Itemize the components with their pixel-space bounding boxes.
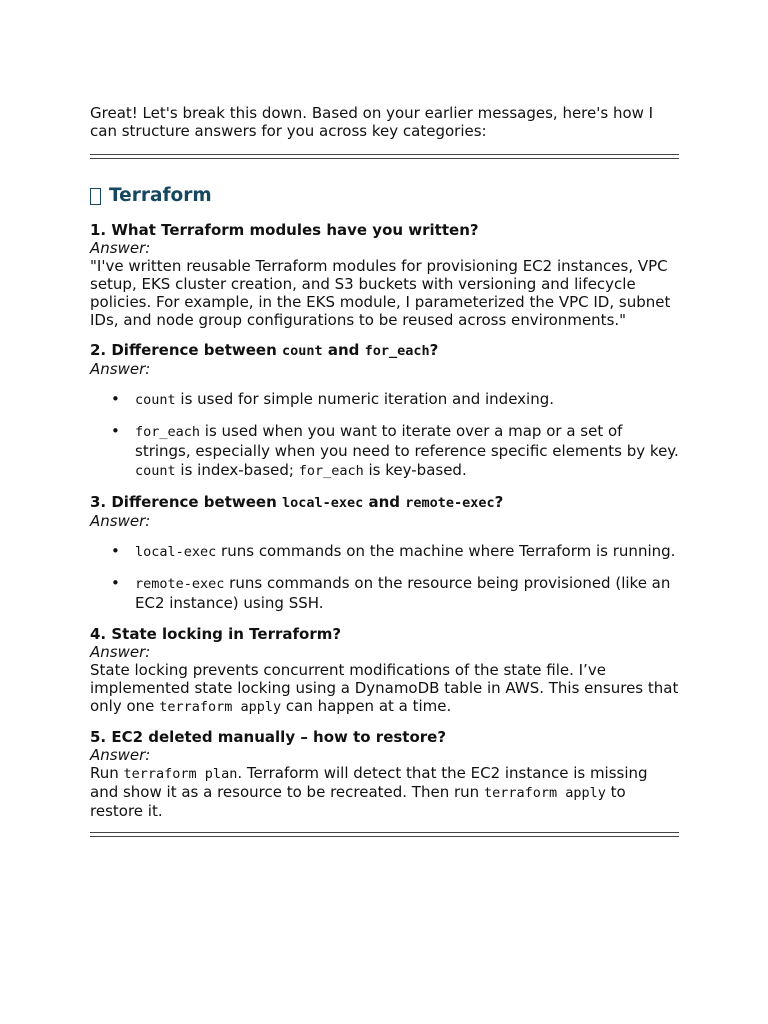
code-count: count (282, 343, 323, 359)
code-local-exec: local-exec (135, 544, 217, 560)
answer-label-5: Answer: (90, 746, 151, 764)
question-2-text: ? (429, 341, 439, 359)
list-item-text: is index-based; (175, 461, 299, 479)
question-2-text: 2. Difference between (90, 341, 282, 359)
bullet-icon: • (111, 390, 120, 408)
divider-bottom (90, 832, 679, 837)
list-item-text: is key-based. (363, 461, 467, 479)
answer-4-text: can happen at a time. (281, 697, 452, 715)
answer-label-3: Answer: (90, 512, 151, 530)
question-3 (90, 493, 679, 512)
answer-label-1: Answer: (90, 239, 151, 257)
list-item (90, 390, 679, 410)
list-item-text: is used when you want to iterate over a map or a set of strings, especially when you need to reference specific elements by key. (135, 422, 679, 460)
list-item-text: runs commands on the resource being provisioned (like an EC2 instance) using SSH. (135, 574, 671, 612)
answer-3-list (90, 542, 679, 613)
bullet-icon: • (111, 542, 120, 560)
answer-5 (90, 764, 679, 820)
question-3-text: 3. Difference between (90, 493, 282, 511)
answer-1: "I've written reusable Terraform modules for provisioning EC2 instances, VPC setup, EKS cluster creation, and S3 buckets with versioning and lifecycle policies. For example, in the EKS module, I parameterized the VPC ID, subnet IDs, and node group configurations to be reused across environments." (90, 257, 671, 329)
answer-2-list (90, 390, 679, 481)
answer-label-2: Answer: (90, 360, 151, 378)
question-3-text: and (363, 493, 406, 511)
answer-4 (90, 661, 679, 716)
code-local-exec: local-exec (282, 495, 364, 511)
list-item-text: runs commands on the machine where Terraform is running. (216, 542, 676, 560)
question-4: 4. State locking in Terraform? (90, 625, 342, 643)
answer-5-text: . Terraform will detect that the EC2 instance is missing and show it as a resource to be recreated. Then run (90, 764, 648, 801)
list-item (90, 574, 679, 613)
answer-5-text: Run (90, 764, 124, 782)
code-count: count (135, 392, 176, 408)
list-item-text: is used for simple numeric iteration and indexing. (175, 390, 555, 408)
list-item (90, 422, 679, 481)
code-terraform-apply: terraform apply (159, 699, 282, 715)
box-icon (90, 188, 101, 205)
list-item (90, 542, 679, 562)
question-1: 1. What Terraform modules have you written? (90, 221, 479, 239)
code-terraform-plan: terraform plan (123, 766, 238, 782)
code-remote-exec: remote-exec (135, 576, 225, 592)
code-terraform-apply: terraform apply (483, 785, 606, 801)
question-2-text: and (322, 341, 365, 359)
code-for-each: for_each (364, 343, 430, 359)
question-2 (90, 341, 679, 360)
answer-label-4: Answer: (90, 643, 151, 661)
intro-text: Great! Let's break this down. Based on your earlier messages, here's how I can structure answers for you across key categories: (90, 104, 654, 140)
code-remote-exec: remote-exec (405, 495, 495, 511)
question-3-text: ? (494, 493, 504, 511)
code-for-each: for_each (135, 424, 201, 440)
code-for-each: for_each (298, 463, 364, 479)
answer-5-text: to restore it. (90, 783, 626, 820)
bullet-icon: • (111, 422, 120, 440)
question-5: 5. EC2 deleted manually – how to restore? (90, 728, 447, 746)
divider-top (90, 154, 679, 159)
bullet-icon: • (111, 574, 120, 592)
section-title: Terraform (109, 185, 212, 206)
code-count: count (135, 463, 176, 479)
answer-4-text: State locking prevents concurrent modifications of the state file. I’ve implemented state locking using a DynamoDB table in AWS. This ensures that only one (90, 661, 679, 715)
document-body (90, 104, 679, 837)
section-heading (90, 185, 679, 207)
